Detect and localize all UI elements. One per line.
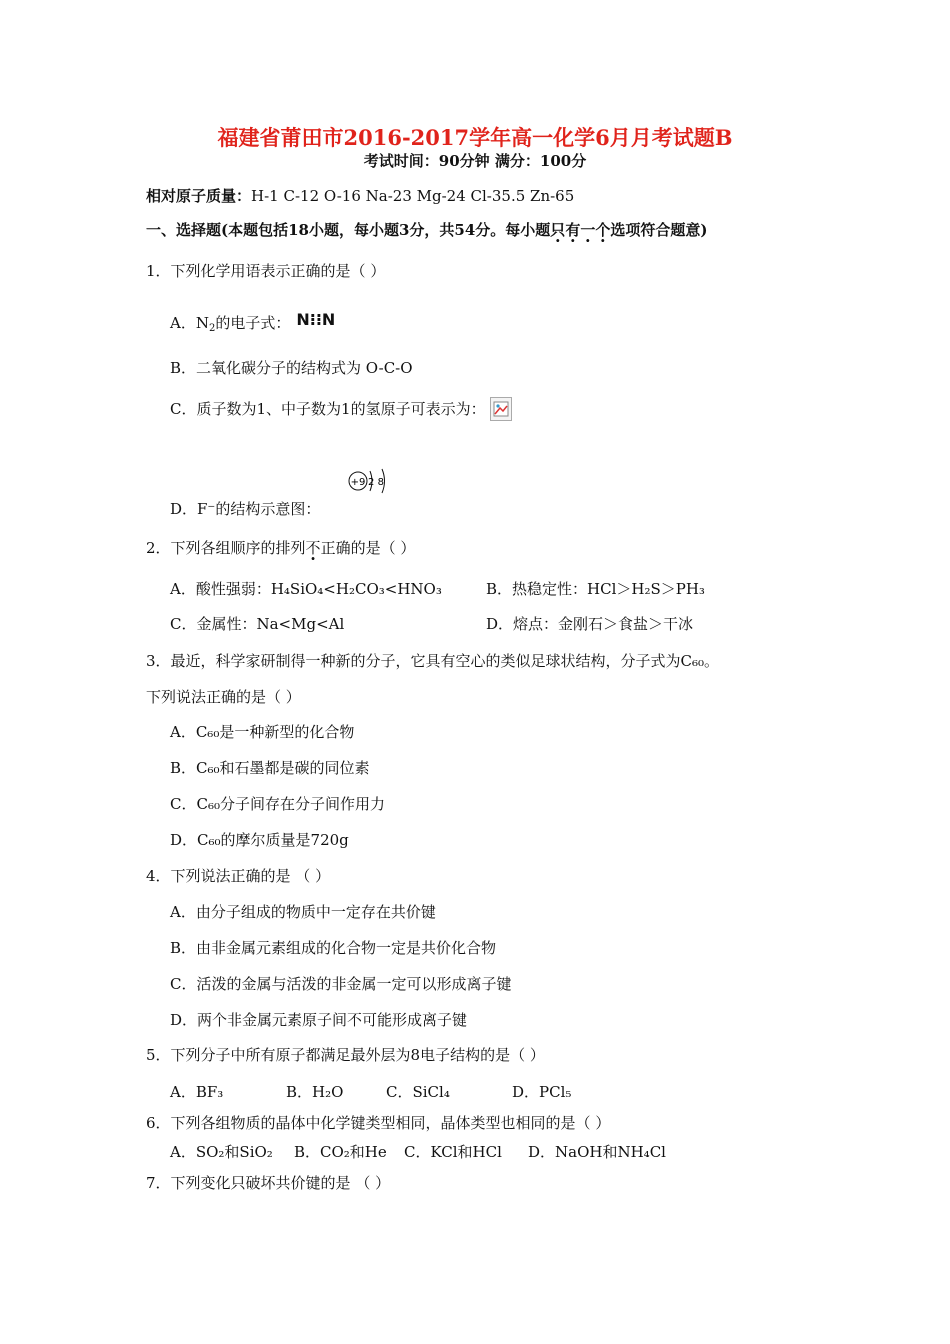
q3-stem-line2: 下列说法正确的是（ ）	[146, 688, 301, 706]
atomic-masses	[146, 186, 574, 206]
n2-electron-formula: N⁝⁝N	[296, 310, 336, 329]
section1-heading	[146, 220, 707, 240]
q2-stem-text: 2．下列各组顺序的排列	[146, 539, 306, 557]
q3-option-b: B．C₆₀和石墨都是碳的同位素	[170, 759, 370, 777]
q2-stem	[146, 538, 415, 558]
q4-stem: 4．下列说法正确的是 （ ）	[146, 867, 331, 885]
q2-option-b: B．热稳定性：HCl＞H₂S＞PH₃	[486, 580, 705, 598]
exam-title: 福建省莆田市2016-2017学年高一化学6月月考试题B	[217, 125, 733, 150]
section1-heading-text: 一、选择题(本题包括18小题，每小题3分，共54分。每小题	[146, 221, 551, 239]
q1-option-c	[170, 397, 512, 421]
q1-a-subscript: 2	[208, 323, 216, 334]
q2-option-c: C．金属性：Na<Mg<Al	[170, 615, 345, 633]
q5-option-b: B．H₂O	[286, 1083, 344, 1101]
broken-image-icon	[490, 397, 512, 421]
diagram-nucleus-label: +9	[350, 477, 366, 488]
diagram-shell-labels: 2 8	[368, 477, 384, 488]
q4-option-a: A．由分子组成的物质中一定存在共价键	[170, 903, 436, 921]
q2-option-a: A．酸性强弱：H₄SiO₄<H₂CO₃<HNO₃	[170, 580, 442, 598]
emphasis-char: 个	[595, 221, 611, 239]
q1-c-text: C．质子数为1、中子数为1的氢原子可表示为：	[170, 400, 486, 418]
q6-stem: 6．下列各组物质的晶体中化学键类型相同，晶体类型也相同的是（ ）	[146, 1114, 611, 1132]
q6-option-c: C．KCl和HCl	[404, 1143, 502, 1161]
section1-heading-tail: 选项符合题意)	[610, 221, 708, 239]
q4-option-c: C．活泼的金属与活泼的非金属一定可以形成离子键	[170, 975, 512, 993]
fluoride-structure-diagram	[346, 467, 392, 495]
q5-option-d: D．PCl₅	[512, 1083, 572, 1101]
q3-stem-line1: 3．最近，科学家研制得一种新的分子，它具有空心的类似足球状结构，分子式为C₆₀。	[146, 652, 720, 670]
emphasis-char: 有	[565, 221, 581, 239]
emphasis-char: 不	[305, 539, 321, 557]
q1-option-a	[170, 310, 335, 333]
q1-option-d: D．F⁻的结构示意图：	[170, 500, 321, 518]
q6-option-b: B．CO₂和He	[294, 1143, 387, 1161]
atomic-masses-values: H-1 C-12 O-16 Na-23 Mg-24 Cl-35.5 Zn-65	[251, 187, 575, 205]
atomic-masses-label: 相对原子质量：	[146, 187, 252, 205]
q4-option-b: B．由非金属元素组成的化合物一定是共价化合物	[170, 939, 497, 957]
q1-a-suffix: 的电子式：	[215, 314, 291, 332]
q6-option-d: D．NaOH和NH₄Cl	[528, 1143, 666, 1161]
emphasis-char: 一	[580, 221, 596, 239]
q3-option-c: C．C₆₀分子间存在分子间作用力	[170, 795, 385, 813]
q3-option-d: D．C₆₀的摩尔质量是720g	[170, 831, 349, 849]
q4-option-d: D．两个非金属元素原子间不可能形成离子键	[170, 1011, 468, 1029]
q3-option-a: A．C₆₀是一种新型的化合物	[170, 723, 355, 741]
q7-stem: 7．下列变化只破坏共价键的是 （ ）	[146, 1174, 391, 1192]
q6-option-a: A．SO₂和SiO₂	[170, 1143, 273, 1161]
q5-option-c: C．SiCl₄	[386, 1083, 450, 1101]
q1-option-b: B．二氧化碳分子的结构式为 O-C-O	[170, 359, 413, 377]
q5-option-a: A．BF₃	[170, 1083, 224, 1101]
q1-stem: 1．下列化学用语表示正确的是（ ）	[146, 262, 386, 280]
q2-option-d: D．熔点：金刚石＞食盐＞干冰	[486, 615, 694, 633]
exam-info: 考试时间：90分钟 满分：100分	[363, 152, 587, 170]
q5-stem: 5．下列分子中所有原子都满足最外层为8电子结构的是（ ）	[146, 1046, 545, 1064]
q1-a-prefix: A．N	[170, 314, 209, 332]
q2-stem-tail: 正确的是（ ）	[320, 539, 416, 557]
emphasis-char: 只	[550, 221, 566, 239]
